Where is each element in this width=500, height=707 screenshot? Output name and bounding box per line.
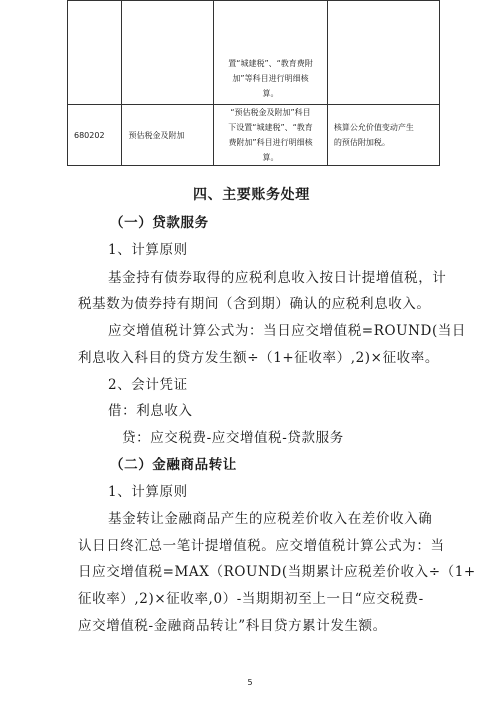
table-cell-note bbox=[327, 105, 439, 166]
loan-voucher-title: 2、会计凭证 bbox=[108, 377, 188, 393]
table-row bbox=[68, 105, 440, 166]
cell-line: 核算公允价值变动产生 bbox=[333, 123, 414, 132]
transfer-para-line1: 基金转让金融商品产生的应税差价收入在差价收入确 bbox=[108, 511, 433, 527]
loan-heading: （一）贷款服务 bbox=[110, 215, 209, 231]
table-cell-desc bbox=[214, 105, 328, 166]
cell-line: “预估税金及附加”科目 bbox=[230, 108, 311, 117]
cell-line: 费附加”科目进行明细核 bbox=[228, 138, 313, 147]
loan-para2-line1: 应交增值税计算公式为：当日应交增值税=ROUND(当日 bbox=[108, 323, 467, 339]
cell-line: 置“城建税”、“教育费附 bbox=[228, 59, 313, 68]
section-title: 四、主要账务处理 bbox=[193, 187, 310, 203]
loan-para1-line1: 基金持有债券取得的应税利息收入按日计提增值税，计 bbox=[108, 270, 447, 286]
table-row bbox=[68, 1, 440, 105]
cell-line: 算。 bbox=[262, 89, 279, 98]
table-cell-name: 预估税金及附加 bbox=[122, 105, 214, 166]
transfer-para-line5: 应交增值税-金融商品转让”科目贷方累计发生额。 bbox=[78, 618, 387, 634]
loan-principle-title: 1、计算原则 bbox=[108, 242, 188, 258]
transfer-heading: （二）金融商品转让 bbox=[110, 457, 237, 473]
table-cell-name bbox=[122, 1, 214, 105]
table-cell-code: 680202 bbox=[68, 105, 122, 166]
transfer-para-line4: 征收率）,2)×征收率,0）-当期期初至上一日“应交税费- bbox=[78, 591, 424, 607]
loan-debit-entry: 借：利息收入 bbox=[108, 403, 193, 419]
loan-credit-entry: 贷：应交税费-应交增值税-贷款服务 bbox=[122, 430, 344, 446]
transfer-para-line2: 认日日终汇总一笔计提增值税。应交增值税计算公式为：当 bbox=[78, 538, 445, 554]
cell-line: 的预估附加税。 bbox=[333, 138, 390, 147]
loan-para2-line2: 利息收入科目的贷方发生额÷（1+征收率）,2)×征收率。 bbox=[78, 350, 439, 366]
loan-para1-line2: 税基数为债券持有期间（含到期）确认的应税利息收入。 bbox=[78, 296, 431, 312]
transfer-principle-title: 1、计算原则 bbox=[108, 484, 188, 500]
account-table bbox=[67, 0, 440, 166]
cell-line: 加”等科目进行明细核 bbox=[232, 74, 309, 83]
cell-line: 算。 bbox=[262, 153, 279, 162]
table-cell-desc bbox=[214, 1, 328, 105]
table-cell-code bbox=[68, 1, 122, 105]
transfer-para-line3: 日应交增值税=MAX（ROUND(当期累计应税差价收入÷（1+ bbox=[78, 564, 476, 580]
cell-line: 下设置“城建税”、“教育 bbox=[228, 123, 313, 132]
table-cell-note bbox=[327, 1, 439, 105]
page-number: 5 bbox=[247, 678, 253, 687]
